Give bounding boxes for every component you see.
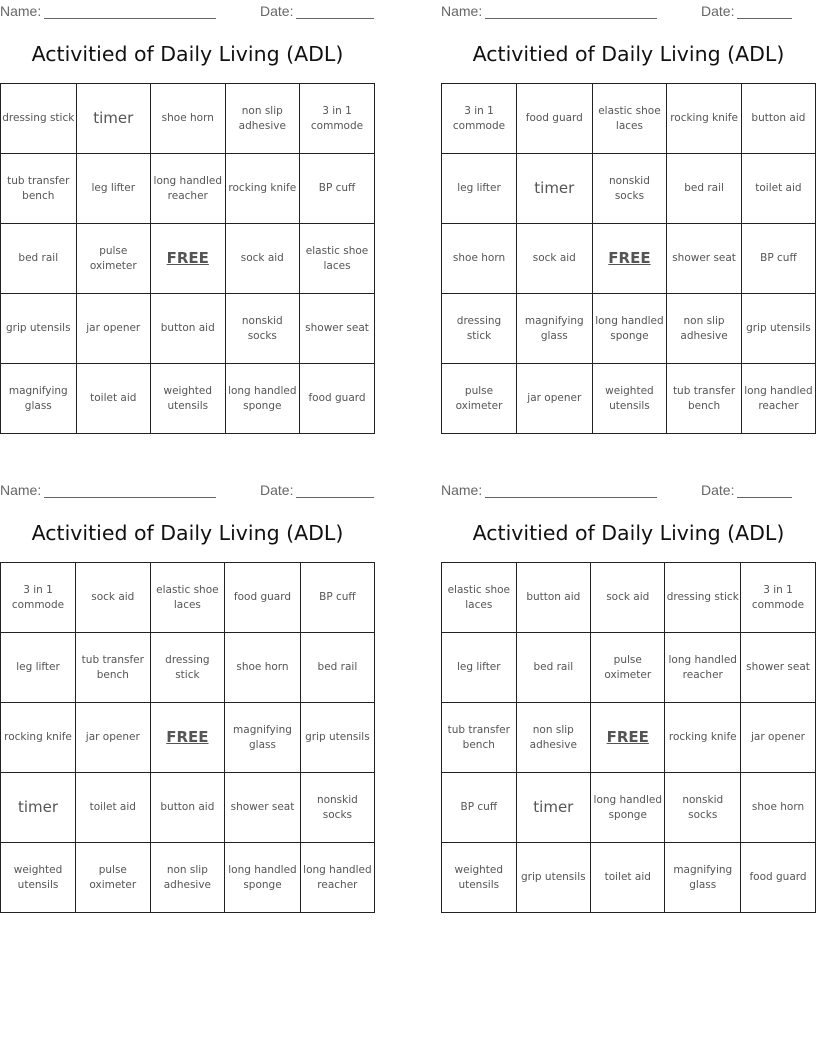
bingo-cell[interactable]: 3 in 1 commode [741, 563, 816, 633]
grid-row [1, 294, 375, 364]
bingo-cell[interactable]: tub transfer bench [1, 154, 77, 224]
bingo-grid [0, 562, 375, 913]
grid-row [1, 84, 375, 154]
grid-row [442, 154, 816, 224]
bingo-cell[interactable]: sock aid [76, 563, 151, 633]
bingo-cell[interactable]: pulse oximeter [591, 633, 665, 703]
bingo-cell[interactable]: toilet aid [741, 154, 815, 224]
bingo-cell[interactable]: leg lifter [442, 154, 517, 224]
bingo-cell[interactable]: BP cuff [442, 773, 517, 843]
name-field[interactable] [441, 3, 657, 19]
bingo-cell[interactable]: dressing stick [665, 563, 741, 633]
bingo-cell[interactable]: shoe horn [150, 84, 225, 154]
name-label: Name: [0, 3, 42, 19]
name-label: Name: [441, 482, 483, 498]
bingo-cell[interactable]: elastic shoe laces [442, 563, 517, 633]
bingo-cell[interactable]: sock aid [225, 224, 299, 294]
bingo-cell[interactable]: weighted utensils [592, 364, 667, 434]
bingo-cell[interactable]: jar opener [76, 294, 150, 364]
card-title: Activitied of Daily Living (ADL) [472, 521, 785, 545]
bingo-grid [0, 83, 375, 434]
bingo-cell[interactable]: toilet aid [591, 843, 665, 913]
bingo-cell[interactable]: non slip adhesive [225, 84, 299, 154]
bingo-cell[interactable]: food guard [741, 843, 816, 913]
name-label: Name: [0, 482, 42, 498]
grid-row [1, 224, 375, 294]
bingo-cell[interactable]: shower seat [300, 294, 375, 364]
bingo-cell[interactable]: sock aid [517, 224, 593, 294]
bingo-cell[interactable]: weighted utensils [150, 364, 225, 434]
bingo-cell[interactable]: non slip adhesive [667, 294, 742, 364]
bingo-cell[interactable]: tub transfer bench [442, 703, 517, 773]
date-field[interactable] [260, 3, 374, 19]
bingo-cell[interactable]: timer [516, 773, 590, 843]
grid-row [1, 633, 375, 703]
bingo-cell[interactable]: shower seat [741, 633, 816, 703]
bingo-grid [441, 83, 816, 434]
bingo-cell[interactable]: nonskid socks [592, 154, 667, 224]
bingo-grid [441, 562, 816, 913]
bingo-cell[interactable]: long handled sponge [591, 773, 665, 843]
name-label: Name: [441, 3, 483, 19]
bingo-cell[interactable]: timer [1, 773, 76, 843]
bingo-cell[interactable]: weighted utensils [442, 843, 517, 913]
bingo-cell[interactable]: long handled reacher [300, 843, 374, 913]
grid-row [442, 294, 816, 364]
date-line [296, 5, 374, 19]
name-line [485, 484, 657, 498]
bingo-cell[interactable]: food guard [300, 364, 375, 434]
bingo-cell[interactable]: button aid [741, 84, 815, 154]
bingo-cell[interactable]: shoe horn [225, 633, 301, 703]
card-title: Activitied of Daily Living (ADL) [31, 521, 344, 545]
bingo-cell[interactable]: shower seat [225, 773, 301, 843]
grid-row [442, 633, 816, 703]
bingo-cell[interactable]: button aid [150, 773, 225, 843]
name-date-row [441, 0, 816, 22]
bingo-cell[interactable]: food guard [517, 84, 593, 154]
date-line [737, 5, 792, 19]
bingo-cell[interactable]: button aid [150, 294, 225, 364]
bingo-cell[interactable]: dressing stick [1, 84, 77, 154]
bingo-cell[interactable]: magnifying glass [517, 294, 593, 364]
date-field[interactable] [701, 482, 792, 498]
name-date-row [0, 479, 375, 501]
bingo-cell[interactable]: dressing stick [150, 633, 225, 703]
bingo-cell[interactable]: leg lifter [442, 633, 517, 703]
grid-row [442, 773, 816, 843]
free-cell[interactable]: FREE [150, 703, 225, 773]
bingo-cell[interactable]: bed rail [300, 633, 374, 703]
bingo-cell[interactable]: 3 in 1 commode [1, 563, 76, 633]
bingo-cell[interactable]: long handled sponge [592, 294, 667, 364]
bingo-cell[interactable]: tub transfer bench [667, 364, 742, 434]
bingo-cell[interactable]: magnifying glass [225, 703, 301, 773]
bingo-cell[interactable]: toilet aid [76, 364, 150, 434]
bingo-cell[interactable]: non slip adhesive [150, 843, 225, 913]
bingo-cell[interactable]: bed rail [516, 633, 590, 703]
grid-row [442, 224, 816, 294]
date-field[interactable] [260, 482, 374, 498]
grid-row [442, 843, 816, 913]
bingo-cell[interactable]: long handled reacher [150, 154, 225, 224]
grid-row [1, 773, 375, 843]
bingo-cell[interactable]: pulse oximeter [76, 843, 151, 913]
bingo-cell[interactable]: timer [517, 154, 593, 224]
bingo-cell[interactable]: BP cuff [741, 224, 815, 294]
name-line [485, 5, 657, 19]
name-field[interactable] [0, 3, 216, 19]
free-cell[interactable]: FREE [150, 224, 225, 294]
bingo-cell[interactable]: shower seat [667, 224, 742, 294]
bingo-cell[interactable]: long handled sponge [225, 843, 301, 913]
date-label: Date: [260, 3, 294, 19]
bingo-cell[interactable]: jar opener [741, 703, 816, 773]
free-cell[interactable]: FREE [592, 224, 667, 294]
bingo-cell[interactable]: nonskid socks [225, 294, 299, 364]
grid-row [442, 703, 816, 773]
bingo-cell[interactable]: pulse oximeter [76, 224, 150, 294]
bingo-cell[interactable]: BP cuff [300, 563, 374, 633]
grid-row [1, 843, 375, 913]
bingo-cell[interactable]: 3 in 1 commode [442, 84, 517, 154]
date-field[interactable] [701, 3, 792, 19]
bingo-cell[interactable]: magnifying glass [665, 843, 741, 913]
bingo-cell[interactable]: grip utensils [516, 843, 590, 913]
name-field[interactable] [0, 482, 216, 498]
card-title: Activitied of Daily Living (ADL) [31, 42, 344, 66]
bingo-cell[interactable]: long handled sponge [225, 364, 299, 434]
bingo-cell[interactable]: 3 in 1 commode [300, 84, 375, 154]
name-date-row [441, 479, 816, 501]
name-line [44, 5, 216, 19]
bingo-cell[interactable]: dressing stick [442, 294, 517, 364]
bingo-cell[interactable]: long handled reacher [741, 364, 815, 434]
grid-row [1, 154, 375, 224]
bingo-cell[interactable]: shoe horn [442, 224, 517, 294]
date-label: Date: [701, 3, 735, 19]
bingo-cell[interactable]: tub transfer bench [76, 633, 151, 703]
bingo-cell[interactable]: rocking knife [665, 703, 741, 773]
bingo-cell[interactable]: grip utensils [300, 703, 374, 773]
bingo-cell[interactable]: magnifying glass [1, 364, 77, 434]
bingo-cell[interactable]: nonskid socks [300, 773, 374, 843]
grid-row [1, 364, 375, 434]
bingo-cell[interactable]: shoe horn [741, 773, 816, 843]
bingo-cell[interactable]: leg lifter [76, 154, 150, 224]
bingo-cell[interactable]: elastic shoe laces [300, 224, 375, 294]
bingo-cell[interactable]: grip utensils [1, 294, 77, 364]
bingo-cell[interactable]: jar opener [517, 364, 593, 434]
bingo-cell[interactable]: rocking knife [1, 703, 76, 773]
bingo-cell[interactable]: long handled reacher [665, 633, 741, 703]
bingo-cell[interactable]: toilet aid [76, 773, 151, 843]
bingo-cell[interactable]: BP cuff [300, 154, 375, 224]
bingo-cell[interactable]: non slip adhesive [516, 703, 590, 773]
bingo-cell[interactable]: button aid [516, 563, 590, 633]
bingo-cell[interactable]: timer [76, 84, 150, 154]
bingo-cell[interactable]: elastic shoe laces [592, 84, 667, 154]
grid-row [1, 563, 375, 633]
bingo-cell[interactable]: rocking knife [667, 84, 742, 154]
grid-row [442, 84, 816, 154]
bingo-cell[interactable]: sock aid [591, 563, 665, 633]
date-label: Date: [701, 482, 735, 498]
bingo-cell[interactable]: food guard [225, 563, 301, 633]
name-date-row [0, 0, 375, 22]
bingo-cell[interactable]: pulse oximeter [442, 364, 517, 434]
date-label: Date: [260, 482, 294, 498]
bingo-cell[interactable]: rocking knife [225, 154, 299, 224]
bingo-cell[interactable]: weighted utensils [1, 843, 76, 913]
grid-row [442, 364, 816, 434]
bingo-cell[interactable]: grip utensils [741, 294, 815, 364]
free-cell[interactable]: FREE [591, 703, 665, 773]
grid-row [442, 563, 816, 633]
bingo-cell[interactable]: bed rail [667, 154, 742, 224]
bingo-cell[interactable]: elastic shoe laces [150, 563, 225, 633]
bingo-cell[interactable]: nonskid socks [665, 773, 741, 843]
bingo-cell[interactable]: bed rail [1, 224, 77, 294]
card-title: Activitied of Daily Living (ADL) [472, 42, 785, 66]
date-line [296, 484, 374, 498]
bingo-cell[interactable]: leg lifter [1, 633, 76, 703]
bingo-cell[interactable]: jar opener [76, 703, 151, 773]
grid-row [1, 703, 375, 773]
name-line [44, 484, 216, 498]
name-field[interactable] [441, 482, 657, 498]
date-line [737, 484, 792, 498]
